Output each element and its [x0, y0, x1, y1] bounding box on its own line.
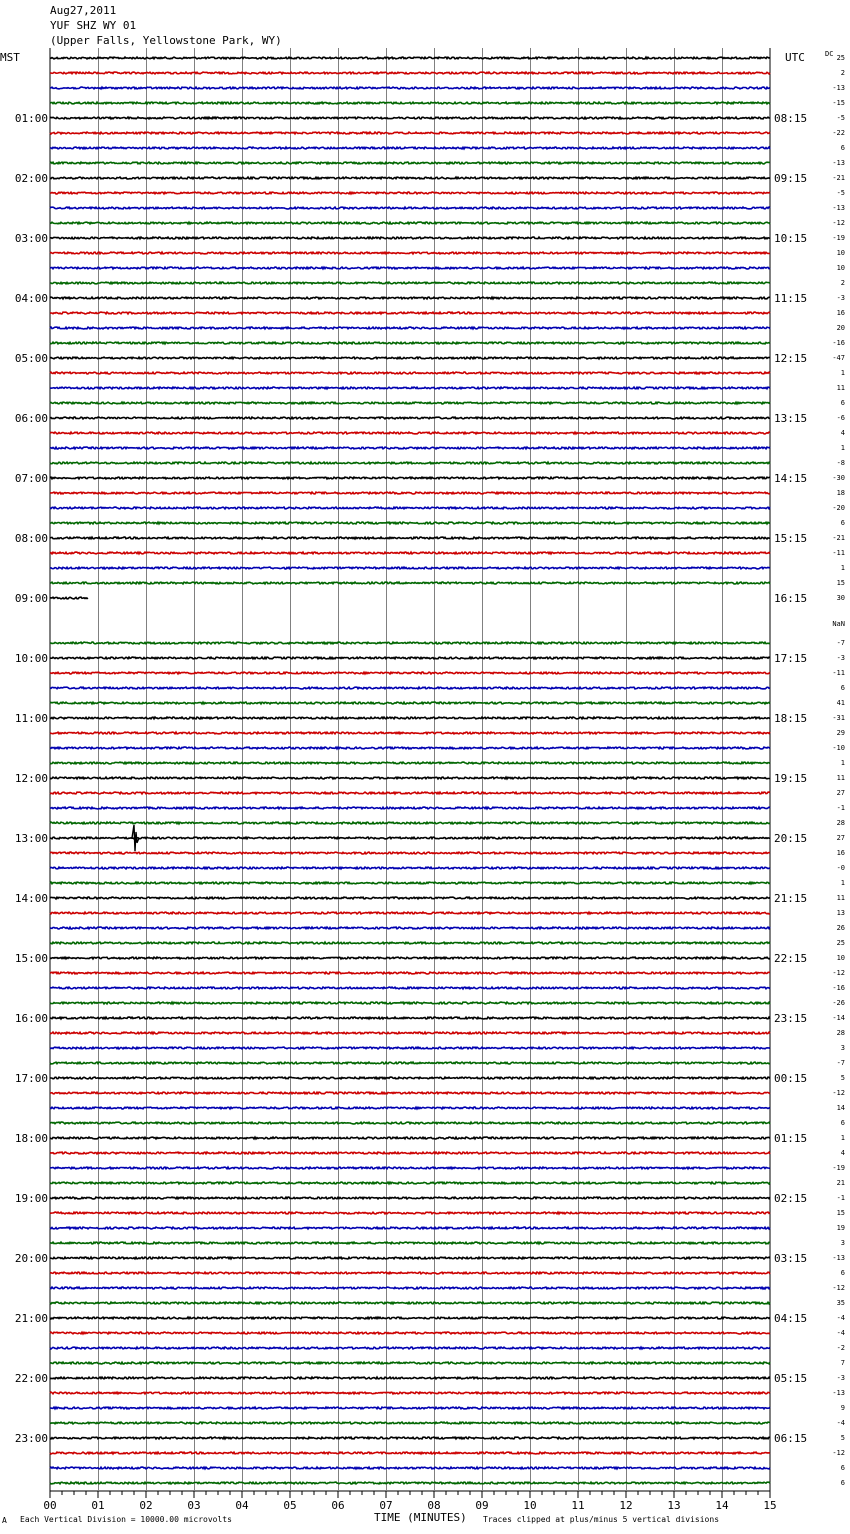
dc-offset-label: 28 [836, 1029, 845, 1037]
trace-row-61 [50, 972, 770, 974]
dc-offset-label: -12 [832, 219, 845, 227]
hour-label-mst-10:00: 10:00 [14, 652, 48, 665]
dc-offset-label: 1 [840, 879, 845, 887]
trace-row-15 [50, 282, 770, 284]
dc-offset-label: -21 [832, 174, 845, 182]
dc-offset-label: 5 [840, 1434, 845, 1442]
dc-offset-label: -8 [836, 459, 845, 467]
trace-row-35 [50, 582, 770, 584]
trace-row-3 [50, 102, 770, 104]
dc-offset-label: -30 [832, 474, 845, 482]
x-tick-label-04: 04 [235, 1499, 249, 1512]
dc-offset-label: -14 [832, 1014, 845, 1022]
hour-label-mst-17:00: 17:00 [14, 1072, 48, 1085]
dc-offset-label: 6 [840, 1464, 845, 1472]
dc-offset-label: 1 [840, 1134, 845, 1142]
dc-offset-label: 6 [840, 684, 845, 692]
dc-offset-label: 41 [836, 699, 845, 707]
trace-row-95 [50, 1482, 770, 1484]
dc-header-label: DC [825, 50, 834, 58]
dc-offset-label: 14 [836, 1104, 845, 1112]
hour-label-mst-01:00: 01:00 [14, 112, 48, 125]
dc-offset-label: -13 [832, 1389, 845, 1397]
trace-row-42 [50, 687, 770, 689]
trace-row-52 [50, 837, 770, 839]
trace-row-94 [50, 1467, 770, 1469]
dc-offset-label: -3 [836, 1374, 845, 1382]
x-tick-label-10: 10 [523, 1499, 537, 1512]
dc-offset-label: 6 [840, 144, 845, 152]
x-tick-label-14: 14 [715, 1499, 729, 1512]
trace-row-93 [50, 1452, 770, 1454]
trace-row-11 [50, 222, 770, 224]
hour-label-mst-08:00: 08:00 [14, 532, 48, 545]
hour-label-mst-21:00: 21:00 [14, 1312, 48, 1325]
hour-label-utc-10:15: 10:15 [774, 232, 808, 245]
dc-offset-label: 16 [836, 849, 845, 857]
dc-offset-label: 9 [840, 1404, 845, 1412]
trace-row-72 [50, 1137, 770, 1139]
trace-row-0 [50, 57, 770, 59]
trace-row-53 [50, 852, 770, 854]
dc-offset-label: 29 [836, 729, 845, 737]
dc-offset-label: 21 [836, 1179, 845, 1187]
dc-offset-label: -4 [836, 1329, 845, 1337]
trace-row-4 [50, 117, 770, 119]
trace-row-56 [50, 897, 770, 899]
dc-offset-label: 1 [840, 369, 845, 377]
dc-offset-label: 15 [836, 579, 845, 587]
trace-row-33 [50, 552, 770, 554]
dc-offset-label: -13 [832, 84, 845, 92]
dc-offset-label: -13 [832, 1254, 845, 1262]
trace-row-48 [50, 777, 770, 779]
dc-offset-label: 1 [840, 444, 845, 452]
dc-offset-label: 30 [836, 594, 845, 602]
trace-row-41 [50, 672, 770, 674]
x-tick-label-05: 05 [283, 1499, 297, 1512]
trace-row-75 [50, 1182, 770, 1184]
hour-label-utc-13:15: 13:15 [774, 412, 808, 425]
trace-row-24 [50, 417, 770, 419]
x-tick-label-02: 02 [139, 1499, 153, 1512]
dc-offset-label: -1 [836, 804, 845, 812]
trace-row-80 [50, 1257, 770, 1259]
dc-offset-label: -12 [832, 1089, 845, 1097]
trace-row-7 [50, 162, 770, 164]
trace-row-69 [50, 1092, 770, 1094]
hour-label-mst-13:00: 13:00 [14, 832, 48, 845]
hour-label-utc-20:15: 20:15 [774, 832, 808, 845]
clipping-note: Traces clipped at plus/minus 5 vertical divisions [483, 1515, 720, 1524]
dc-offset-label: 10 [836, 954, 845, 962]
dc-offset-label: 7 [840, 1359, 845, 1367]
dc-offset-label: -20 [832, 504, 845, 512]
trace-row-77 [50, 1212, 770, 1214]
dc-offset-label: 20 [836, 324, 845, 332]
trace-row-29 [50, 492, 770, 494]
trace-row-2 [50, 87, 770, 89]
hour-label-utc-01:15: 01:15 [774, 1132, 808, 1145]
trace-row-46 [50, 747, 770, 749]
trace-row-64 [50, 1017, 770, 1019]
hour-label-mst-20:00: 20:00 [14, 1252, 48, 1265]
location-label: (Upper Falls, Yellowstone Park, WY) [50, 34, 282, 47]
dc-offset-label: 4 [840, 1149, 845, 1157]
x-tick-label-11: 11 [571, 1499, 585, 1512]
dc-offset-label: 5 [840, 1074, 845, 1082]
trace-row-19 [50, 342, 770, 344]
dc-offset-label: 11 [836, 774, 845, 782]
trace-row-10 [50, 207, 770, 209]
dc-offset-label: 25 [836, 939, 845, 947]
trace-row-45 [50, 732, 770, 734]
dc-offset-label: 11 [836, 894, 845, 902]
hour-label-utc-21:15: 21:15 [774, 892, 808, 905]
corner-mark: A [2, 1516, 7, 1525]
hour-label-mst-19:00: 19:00 [14, 1192, 48, 1205]
trace-row-16 [50, 297, 770, 299]
hour-label-utc-09:15: 09:15 [774, 172, 808, 185]
hour-label-mst-14:00: 14:00 [14, 892, 48, 905]
trace-row-81 [50, 1272, 770, 1274]
hour-label-utc-05:15: 05:15 [774, 1372, 808, 1385]
vertical-division-note: Each Vertical Division = 10000.00 microvolts [20, 1515, 232, 1524]
trace-row-40 [50, 657, 770, 659]
x-tick-label-12: 12 [619, 1499, 633, 1512]
dc-offset-label: -12 [832, 969, 845, 977]
trace-row-8 [50, 177, 770, 179]
hour-label-utc-14:15: 14:15 [774, 472, 808, 485]
dc-offset-label: -4 [836, 1314, 845, 1322]
dc-offset-label: 2 [840, 279, 845, 287]
hour-label-utc-22:15: 22:15 [774, 952, 808, 965]
hour-label-utc-12:15: 12:15 [774, 352, 808, 365]
dc-offset-label: 16 [836, 309, 845, 317]
hour-label-mst-07:00: 07:00 [14, 472, 48, 485]
trace-row-68 [50, 1077, 770, 1079]
hour-label-mst-03:00: 03:00 [14, 232, 48, 245]
dc-offset-label: 10 [836, 264, 845, 272]
x-axis-title: TIME (MINUTES) [374, 1511, 467, 1524]
dc-offset-label: 3 [840, 1239, 845, 1247]
trace-row-71 [50, 1122, 770, 1124]
trace-row-26 [50, 447, 770, 449]
x-tick-label-01: 01 [91, 1499, 105, 1512]
hour-label-utc-03:15: 03:15 [774, 1252, 808, 1265]
dc-offset-label: 6 [840, 399, 845, 407]
hour-label-mst-16:00: 16:00 [14, 1012, 48, 1025]
right-timezone-label: UTC [785, 51, 805, 64]
trace-row-88 [50, 1377, 770, 1379]
dc-offset-label: 35 [836, 1299, 845, 1307]
x-tick-label-00: 00 [43, 1499, 57, 1512]
dc-offset-label: 15 [836, 1209, 845, 1217]
trace-row-32 [50, 537, 770, 539]
hour-label-mst-23:00: 23:00 [14, 1432, 48, 1445]
trace-row-62 [50, 987, 770, 989]
trace-row-44 [50, 717, 770, 719]
dc-offset-label: -12 [832, 1449, 845, 1457]
trace-row-22 [50, 387, 770, 389]
x-tick-label-08: 08 [427, 1499, 441, 1512]
x-tick-label-09: 09 [475, 1499, 489, 1512]
dc-offset-label: -11 [832, 549, 845, 557]
dc-offset-label: 28 [836, 819, 845, 827]
trace-row-54 [50, 867, 770, 869]
hour-label-mst-15:00: 15:00 [14, 952, 48, 965]
dc-offset-label: -19 [832, 234, 845, 242]
dc-offset-label: -6 [836, 414, 845, 422]
dc-offset-label: -1 [836, 1194, 845, 1202]
dc-offset-label: -2 [836, 1344, 845, 1352]
left-timezone-label: MST [0, 51, 20, 64]
hour-label-utc-23:15: 23:15 [774, 1012, 808, 1025]
x-tick-label-15: 15 [763, 1499, 777, 1512]
x-tick-label-06: 06 [331, 1499, 345, 1512]
dc-offset-label: -5 [836, 189, 845, 197]
trace-row-50 [50, 807, 770, 809]
hour-label-utc-04:15: 04:15 [774, 1312, 808, 1325]
dc-offset-label: 6 [840, 519, 845, 527]
hour-label-mst-18:00: 18:00 [14, 1132, 48, 1145]
hour-label-mst-05:00: 05:00 [14, 352, 48, 365]
trace-row-74 [50, 1167, 770, 1169]
hour-label-mst-06:00: 06:00 [14, 412, 48, 425]
trace-row-23 [50, 402, 770, 404]
hour-label-utc-19:15: 19:15 [774, 772, 808, 785]
trace-row-55 [50, 882, 770, 884]
dc-offset-label: 4 [840, 429, 845, 437]
dc-offset-label: -5 [836, 114, 845, 122]
dc-offset-label: 18 [836, 489, 845, 497]
dc-offset-label: -10 [832, 744, 845, 752]
trace-row-12 [50, 237, 770, 239]
trace-row-27 [50, 462, 770, 464]
trace-row-20 [50, 357, 770, 359]
trace-row-25 [50, 432, 770, 434]
trace-row-43 [50, 702, 770, 704]
hour-label-utc-02:15: 02:15 [774, 1192, 808, 1205]
dc-offset-label: 1 [840, 564, 845, 572]
hour-label-utc-18:15: 18:15 [774, 712, 808, 725]
x-tick-label-13: 13 [667, 1499, 681, 1512]
dc-offset-label: 10 [836, 249, 845, 257]
trace-row-84 [50, 1317, 770, 1319]
hour-label-utc-17:15: 17:15 [774, 652, 808, 665]
trace-row-9 [50, 192, 770, 194]
trace-row-28 [50, 477, 770, 479]
date-label: Aug27,2011 [50, 4, 117, 17]
trace-row-13 [50, 252, 770, 254]
trace-row-1 [50, 72, 770, 74]
dc-offset-label: 6 [840, 1119, 845, 1127]
trace-row-51 [50, 822, 770, 824]
trace-row-83 [50, 1302, 770, 1304]
dc-offset-label: -11 [832, 669, 845, 677]
dc-offset-label: -4 [836, 1419, 845, 1427]
trace-row-87 [50, 1362, 770, 1364]
trace-row-63 [50, 1002, 770, 1004]
dc-offset-label: 26 [836, 924, 845, 932]
trace-row-59 [50, 942, 770, 944]
station-label: YUF SHZ WY 01 [50, 19, 137, 32]
trace-row-65 [50, 1032, 770, 1034]
hour-label-mst-04:00: 04:00 [14, 292, 48, 305]
trace-row-14 [50, 267, 770, 269]
trace-row-49 [50, 792, 770, 794]
dc-offset-label: -13 [832, 204, 845, 212]
dc-offset-label: 25 [836, 54, 845, 62]
hour-label-utc-08:15: 08:15 [774, 112, 808, 125]
hour-label-utc-06:15: 06:15 [774, 1432, 808, 1445]
trace-row-92 [50, 1437, 770, 1439]
dc-offset-label: -13 [832, 159, 845, 167]
dc-offset-label: -7 [836, 1059, 845, 1067]
dc-offset-label: 3 [840, 1044, 845, 1052]
trace-row-82 [50, 1287, 770, 1289]
x-tick-label-07: 07 [379, 1499, 393, 1512]
trace-row-66 [50, 1047, 770, 1049]
dc-offset-label: -3 [836, 294, 845, 302]
trace-row-58 [50, 927, 770, 929]
hour-label-mst-11:00: 11:00 [14, 712, 48, 725]
dc-offset-label: -16 [832, 984, 845, 992]
trace-row-31 [50, 522, 770, 524]
trace-row-60 [50, 957, 770, 959]
trace-row-30 [50, 507, 770, 509]
trace-row-76 [50, 1197, 770, 1199]
dc-offset-label: -22 [832, 129, 845, 137]
trace-row-70 [50, 1107, 770, 1109]
dc-offset-label: -31 [832, 714, 845, 722]
dc-offset-label: -15 [832, 99, 845, 107]
trace-row-18 [50, 327, 770, 329]
dc-offset-label: 13 [836, 909, 845, 917]
hour-label-utc-11:15: 11:15 [774, 292, 808, 305]
hour-label-utc-15:15: 15:15 [774, 532, 808, 545]
trace-row-90 [50, 1407, 770, 1409]
trace-row-85 [50, 1332, 770, 1334]
dc-offset-label: -26 [832, 999, 845, 1007]
x-tick-label-03: 03 [187, 1499, 201, 1512]
dc-offset-label: 19 [836, 1224, 845, 1232]
dc-offset-label: 27 [836, 834, 845, 842]
dc-offset-label: -7 [836, 639, 845, 647]
dc-offset-label: 11 [836, 384, 845, 392]
trace-row-78 [50, 1227, 770, 1229]
trace-row-57 [50, 912, 770, 914]
hour-label-utc-00:15: 00:15 [774, 1072, 808, 1085]
trace-row-39 [50, 642, 770, 644]
trace-row-67 [50, 1062, 770, 1064]
dc-offset-label: -47 [832, 354, 845, 362]
trace-row-86 [50, 1347, 770, 1349]
trace-row-21 [50, 372, 770, 374]
trace-row-79 [50, 1242, 770, 1244]
hour-label-utc-16:15: 16:15 [774, 592, 808, 605]
dc-offset-label: 1 [840, 759, 845, 767]
dc-offset-label: -12 [832, 1284, 845, 1292]
dc-offset-label: 6 [840, 1269, 845, 1277]
trace-row-73 [50, 1152, 770, 1154]
dc-offset-label: 27 [836, 789, 845, 797]
trace-row-34 [50, 567, 770, 569]
trace-row-5 [50, 132, 770, 134]
hour-label-mst-02:00: 02:00 [14, 172, 48, 185]
dc-offset-label: -19 [832, 1164, 845, 1172]
trace-row-36 [50, 597, 88, 599]
trace-row-6 [50, 147, 770, 149]
trace-row-91 [50, 1422, 770, 1424]
dc-offset-label: -0 [836, 864, 845, 872]
trace-row-47 [50, 762, 770, 764]
dc-offset-label: -3 [836, 654, 845, 662]
dc-offset-label: 2 [840, 69, 845, 77]
dc-offset-label: -16 [832, 339, 845, 347]
hour-label-mst-09:00: 09:00 [14, 592, 48, 605]
dc-offset-label: -21 [832, 534, 845, 542]
nan-label: NaN [832, 620, 845, 628]
trace-row-89 [50, 1392, 770, 1394]
trace-row-17 [50, 312, 770, 314]
dc-offset-label: 6 [840, 1479, 845, 1487]
hour-label-mst-12:00: 12:00 [14, 772, 48, 785]
hour-label-mst-22:00: 22:00 [14, 1372, 48, 1385]
